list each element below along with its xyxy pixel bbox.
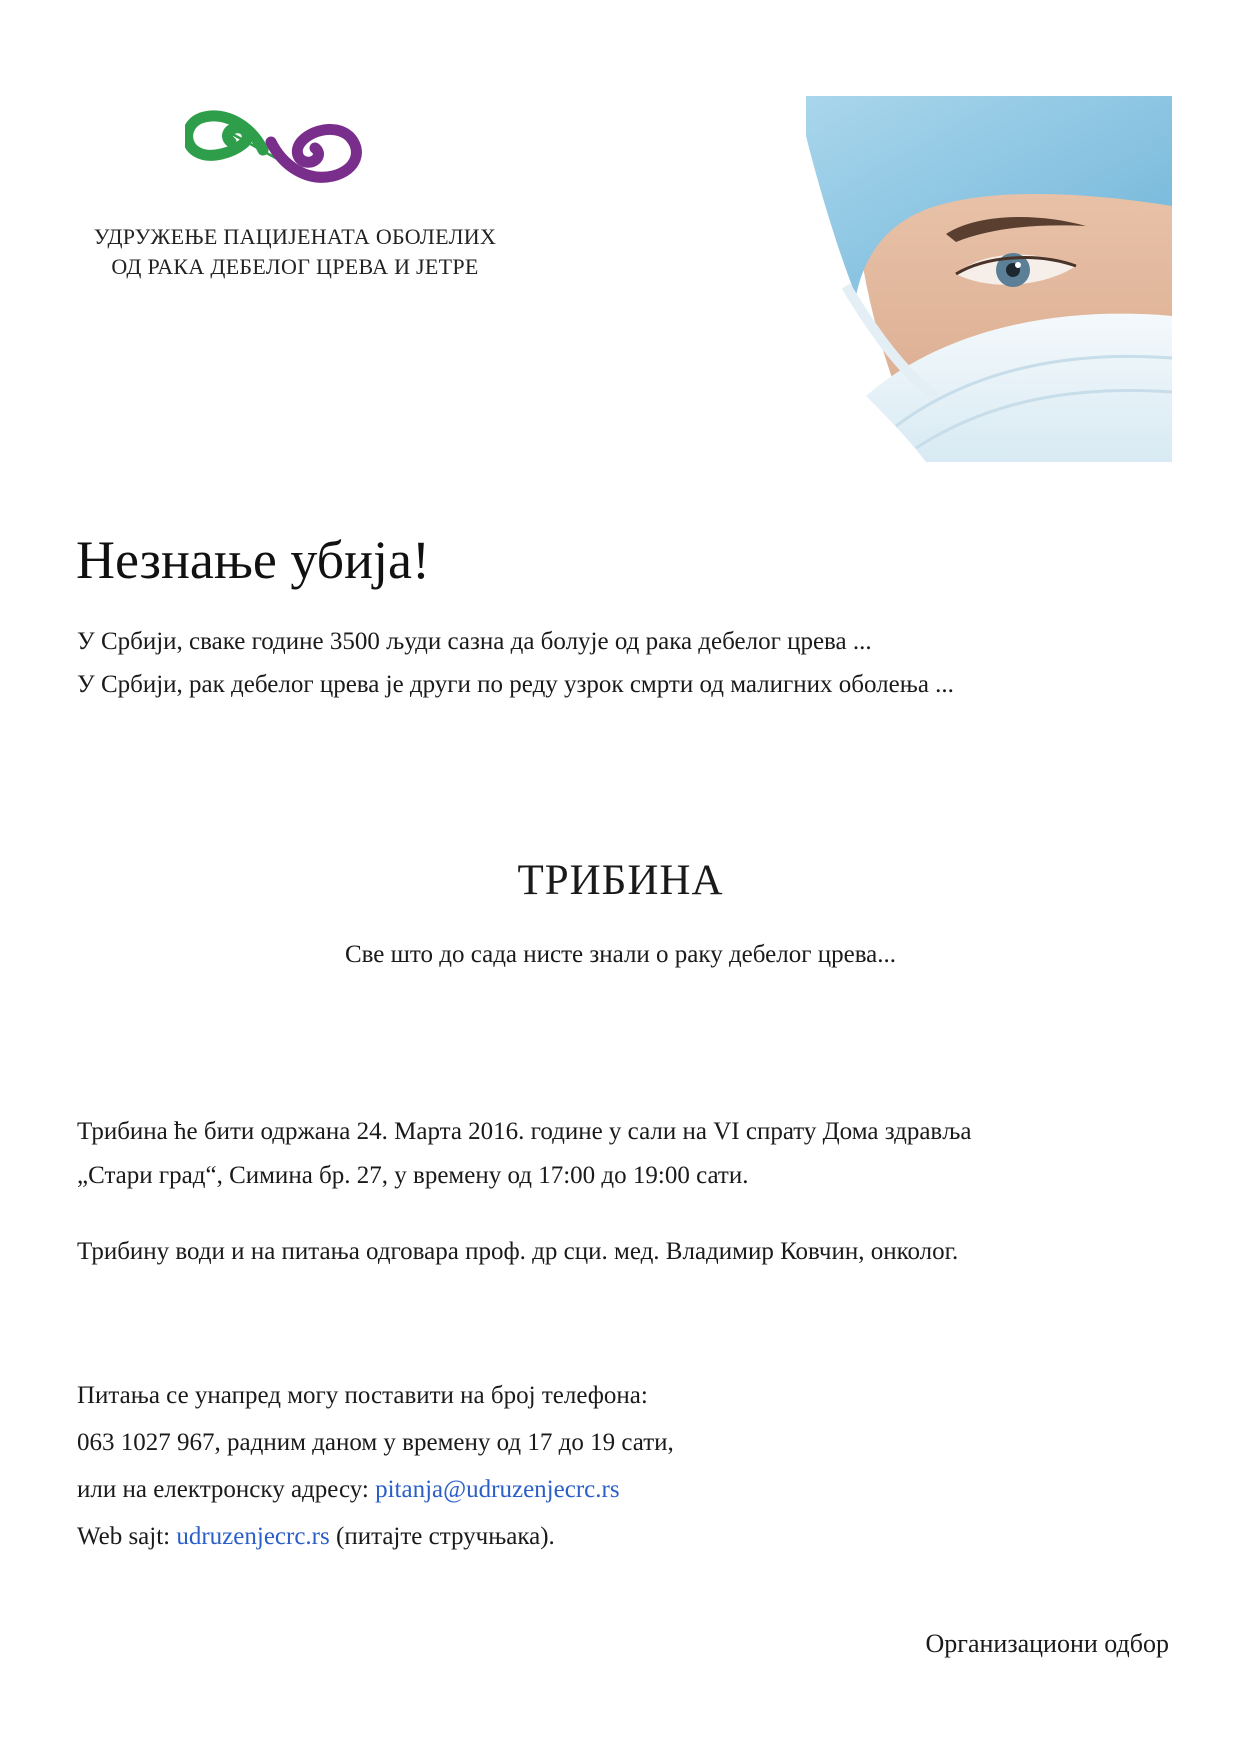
event-details	[77, 1110, 972, 1198]
event-subtitle: Све што до сада нисте знали о раку дебелог црева...	[344, 941, 897, 968]
surgeon-photo	[806, 96, 1172, 462]
event-host: Трибину води и на питања одговара проф. др сци. мед. Владимир Ковчин, онколог.	[77, 1238, 959, 1265]
infinity-swirl-logo-icon	[185, 100, 365, 190]
contact-email-prefix: или на електронску адресу:	[77, 1476, 376, 1503]
organization-logo	[185, 100, 365, 190]
email-link[interactable]: pitanja@udruzenjecrc.rs	[375, 1476, 620, 1503]
signature: Организациони одбор	[925, 1629, 1169, 1658]
contact-info	[77, 1372, 674, 1560]
event-details-line2: „Стари град“, Симина бр. 27, у времену од 17:00 до 19:00 сати.	[77, 1162, 749, 1189]
intro-line2: У Србији, рак дебелог црева је други по реду узрок смрти од малигних оболења ...	[77, 671, 954, 698]
organization-name	[60, 222, 530, 282]
website-prefix: Web sajt:	[77, 1523, 177, 1550]
headline: Незнање убија!	[76, 530, 430, 590]
event-details-line1: Трибина ће бити одржана 24. Марта 2016. године у сали на VI спрату Дома здравља	[77, 1118, 972, 1145]
website-link[interactable]: udruzenjecrc.rs	[176, 1523, 330, 1550]
event-title: ТРИБИНА	[517, 857, 724, 904]
contact-line1: Питања се унапред могу поставити на број телефона:	[77, 1382, 648, 1409]
contact-line2: 063 1027 967, радним даном у времену од 17 до 19 сати,	[77, 1429, 674, 1456]
organization-name-line2: ОД РАКА ДЕБЕЛОГ ЦРЕВА И ЈЕТРЕ	[111, 254, 479, 279]
contact-line3	[77, 1466, 674, 1513]
intro-text	[77, 620, 954, 706]
surgeon-portrait-icon	[806, 96, 1172, 462]
website-suffix: (питајте стручњака).	[329, 1523, 555, 1550]
intro-line1: У Србији, сваке године 3500 људи сазна да болује од рака дебелог црева ...	[77, 628, 872, 655]
contact-line4	[77, 1513, 674, 1560]
organization-name-line1: УДРУЖЕЊЕ ПАЦИЈЕНАТА ОБОЛЕЛИХ	[93, 224, 497, 249]
